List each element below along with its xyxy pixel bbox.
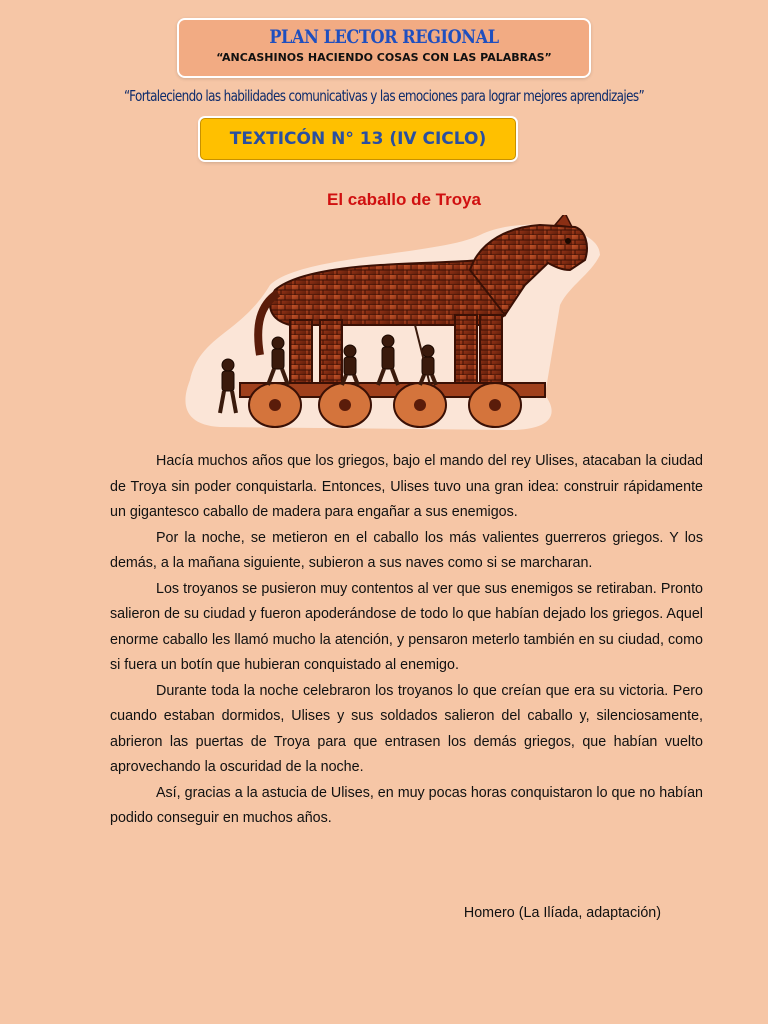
- story-body: [110, 449, 703, 832]
- header-box: [177, 18, 591, 78]
- author-signature: Homero (La Ilíada, adaptación): [463, 905, 661, 921]
- motto: “Fortaleciendo las habilidades comunicativas y las emociones para lograr mejores aprendizajes”: [123, 87, 645, 105]
- trojan-horse-illustration: [180, 215, 605, 440]
- header-title: PLAN LECTOR REGIONAL: [269, 26, 499, 48]
- story-paragraph: Hacía muchos años que los griegos, bajo el mando del rey Ulises, atacaban la ciudad de Troya sin poder conquistarla. Entonces, Ulises tuvo una gran idea: construir rápidamente un gigantesco caballo de madera para engañar a sus enemigos.: [110, 453, 703, 520]
- story-paragraph: Por la noche, se metieron en el caballo los más valientes guerreros griegos. Y los demás, a la mañana siguiente, subieron a sus naves como si se marcharan.: [110, 529, 703, 571]
- story-paragraph: Los troyanos se pusieron muy contentos al ver que sus enemigos se retiraban. Pronto salieron de su ciudad y fueron apoderándose de todo lo que habían dejado los griegos. Aquel enorme caballo les llamó mucho la atención, y pensaron meterlo también en su ciudad, como si fuera un botín que hubieran conquistado al enemigo.: [110, 580, 703, 673]
- story-paragraph: Durante toda la noche celebraron los troyanos lo que creían que era su victoria. Pero cuando estaban dormidos, Ulises y sus soldados salieron del caballo y, silenciosamente, abrieron las puertas de Troya para que entrasen los demás griegos, que habían vuelto aprovechando la oscuridad de la noche.: [110, 682, 703, 775]
- texticon-label: TEXTICÓN N° 13 (IV CICLO): [200, 118, 516, 160]
- story-paragraph: Así, gracias a la astucia de Ulises, en muy pocas horas conquistaron lo que no habían podido conseguir en muchos años.: [110, 784, 703, 826]
- story-title: El caballo de Troya: [326, 190, 481, 209]
- header-subtitle: “ANCASHINOS HACIENDO COSAS CON LAS PALABRAS”: [216, 51, 552, 64]
